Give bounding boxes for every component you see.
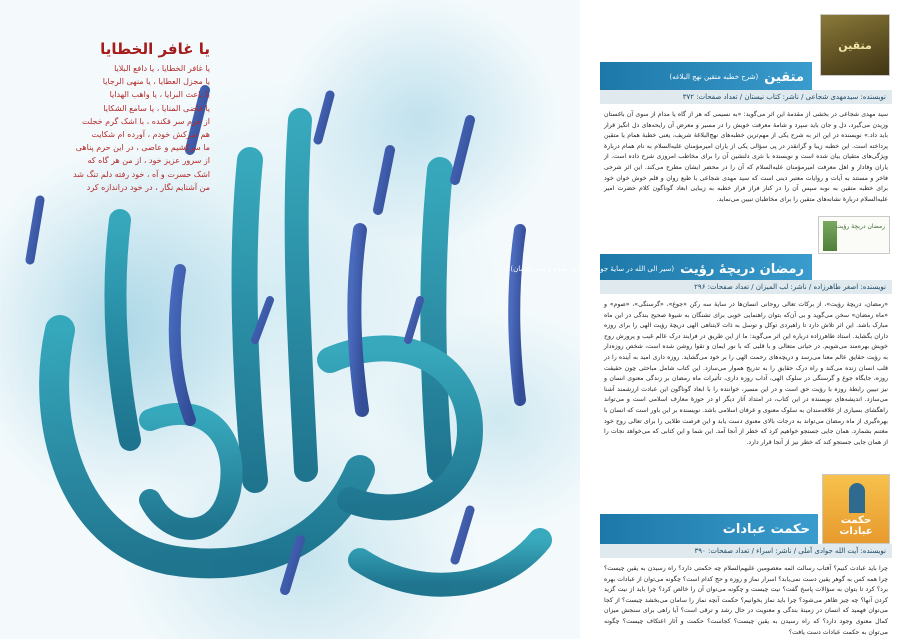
article-3-header-group	[600, 514, 818, 544]
article-1	[600, 90, 892, 224]
poem-line: از سرور عزیز خود ، از من هر گاه که	[87, 156, 210, 166]
poem-line: من آشنایم نگار ، در خود دراندازه کرد	[86, 182, 210, 192]
article-subtitle: (سیر الی الله در سایهٔ جوع، تشنگی، صوم و ماه رمضان)	[510, 265, 675, 273]
article-header	[600, 62, 812, 92]
article-3	[600, 544, 892, 638]
article-title: رمضان دریچهٔ رؤیت	[680, 261, 804, 277]
cover-illustration	[849, 483, 865, 513]
book-cover-mottaqin	[820, 14, 890, 76]
cover-title: حکمت عبادات	[839, 515, 873, 537]
poem-line: یا باعث البرایا ، یا واهب الهدایا	[109, 90, 210, 100]
poem-line: هم سرکش خودم ، آورده ام شکایت	[91, 130, 210, 140]
article-title: حکمت عبادات	[722, 521, 810, 537]
cover-title: متقین	[838, 39, 872, 52]
article-1-header-group	[600, 62, 812, 92]
article-body: چرا باید عبادت کنیم؟ آفتاب رسالت ائمه معصومین علیهم‌السلام چه حکمتی دارد؟ راه رسیدن به یقین چیست؟ چرا همه کس به گوهر یقین دست نمی‌یابد؟ اسرار نماز و روزه و حج کدام است؟ چگونه می‌توان از عبادات بهره برد؟ کرد تا بتوان به سؤالات پاسخ گفت؟ نیت چیست و چگونه می‌توان آن را خالص کرد؟ چرا باید از نیت گزید کردن آنها؟ چه چیز ظاهر می‌شود؟ چرا باید نماز بخوانیم؟ حکمت آنچه نماز را سامان می‌بخشد چیست؟ از کجا می‌توان فهمید که انسان در زمینهٔ بندگی و معنویت در حال رشد و ترقی است؟ آیا راهی برای سنجش میزان کمال معنوی وجود دارد؟ که راه رسیدن به یقین چیست؟ کجاست؟ حکمت و آثار اعتکاف چیست؟ چگونه می‌توان به حکمت عبادات دست یافت؟	[604, 565, 888, 636]
poem-line: یا قاضی المنایا ، یا سامع الشکایا	[103, 103, 210, 113]
poem-block	[40, 40, 210, 194]
article-header	[600, 514, 818, 544]
cover-illustration	[823, 221, 837, 251]
article-body: سید مهدی شجاعی در بخشی از مقدمهٔ این اثر می‌گوید: «به نسیمی که هر از گاه یا مدام از سوی آن باغستان وزیدن می‌گیرد، دل و جان باید سپرد و شامهٔ معرفت خویش را در مسیر و معرض آن رایحه‌های دل انگیز قرار باید داد.» نویسنده در این اثر به شرح یکی از مهم‌ترین خطبه‌های نهج‌البلاغهٔ شریف، یعنی خطبهٔ همام یا متقین پرداخته است. این خطبه زیبا و گرانقدر در پی سؤالی یکی از یاران امیرمؤمنان علیه‌السلام به نام همام دربارهٔ ویژگی‌های متقیان بیان شده است و نویسنده با نثری دلنشین آن را برای مخاطب امروزی شرح داده است. از یاران وفادار و اهل معرفت امیرمؤمنان علیه‌السلام که آن را در محضر ایشان مطرح می‌کند. این اثر شرحی فاخر و مستند به آیات و روایات معتبر دینی است که سید مهدی شجاعی با طبع روان و قلم خوش خوان خود برای خطبه متقین به نوبه سپس آن را در کنار فراز فراز خطبه به زیبایی ابعاد گوناگون کلام حضرت امیر علیه‌السلام دربارهٔ نشانه‌های متقین را برای مخاطبان تبیین می‌نماید.	[604, 111, 888, 203]
poem-line: یا مجزل العطایا ، یا منهی الرجایا	[102, 77, 210, 87]
article-body: «رمضان، دریچهٔ رؤیت»، از برکات تعالی روحانی انسان‌ها در سایهٔ سه رکن «جوع»، «گرسنگی»، «صوم» و «ماه رمضان» سخن می‌گوید و بی آن‌که بتوان راهنمایی خوبی برای تشنگان به شیوهٔ صحیح بندگی در این ماه مبارک باشد. این اثر تلاش دارد تا راهبردی توکل و توسل به ذات لایتناهی الهی دریچهٔ رؤیت الهی را برای روزه داران بگشاید. استاد طاهرزاده درباره این اثر می‌گوید: ما از این طریق در فرایند درک عالم غیب و پرورش روح خویش بهره‌مند می‌شویم. در حیاتی متعالی و با قلبی که با نور ایمان و تقوا روشن شده است، شخص روزه‌دار به رؤیت حقایق عالم معنا می‌رسد و دریچه‌های رحمت الهی را بر خود می‌گشاید. روزه داری امید به آینده را در قلب انسان زنده می‌کند و راه درک حقایق را به‌ تدریج هموار می‌سازد. این کتاب شامل مباحثی چون حقیقت روزه، جایگاه جوع و گرسنگی در سلوک الهی، آداب روزه داری، تأثیرات ماه رمضان بر زندگی معنوی انسان و نیز تبیین رابطهٔ روزه با رؤیت حق است و در این مسیر، خواننده را با ابعاد گوناگون این عبادت ارزشمند آشنا می‌سازد. اندیشه‌های نویسنده در این کتاب، در امتداد آثار دیگر او در حوزهٔ معارف اسلامی است و می‌تواند راهگشای بسیاری از علاقه‌مندان به سلوک معنوی و عرفان اسلامی باشد. نویسنده بر این باور است که انسان با بهره‌گیری از ماه رمضان می‌تواند به درجات بالای معنوی دست یابد و این فرصت طلایی را برای تعالی روح خود مغتنم بشمارد. همان جایی جستجو خواهیم کرد که خطر از آنجا آمد. این شما و این کتابی که می‌خواهد نجات را از همان جایی جستجو کند که خطر نیز از آنجا قرار دارد.	[604, 301, 888, 446]
article-2	[600, 280, 892, 484]
article-meta: نویسنده: سیدمهدی شجاعی / ناشر: کتاب نیستان / تعداد صفحات: ۳۷۲	[600, 90, 892, 104]
article-subtitle: (شرح خطبه متقین نهج البلاغه)	[669, 73, 759, 81]
book-cover-hekmat	[822, 474, 890, 544]
article-meta: نویسنده: آیت الله جوادی آملی / ناشر: اسراء / تعداد صفحات: ۳۹۰	[600, 544, 892, 558]
article-title: متقین	[764, 69, 804, 85]
poem-line: یا غافر الخطایا ، یا دافع البلایا	[114, 64, 210, 73]
poem-line: ما سرکشیم و عاصی ، در این حرم پناهی	[75, 143, 210, 153]
poem-line: از جرم سر فکنده ، با اشک گرم خجلت	[81, 116, 210, 126]
article-meta: نویسنده: اصغر طاهرزاده / ناشر: لب المیزان / تعداد صفحات: ۲۹۶	[600, 280, 892, 294]
poem-title: یا غافر الخطایا	[100, 40, 210, 58]
poem-line: اشک حسرت و آه ، خود رفته دلم تنگ شد	[73, 169, 210, 179]
cover-title: رمضان دریچهٔ رؤیت	[835, 223, 885, 230]
